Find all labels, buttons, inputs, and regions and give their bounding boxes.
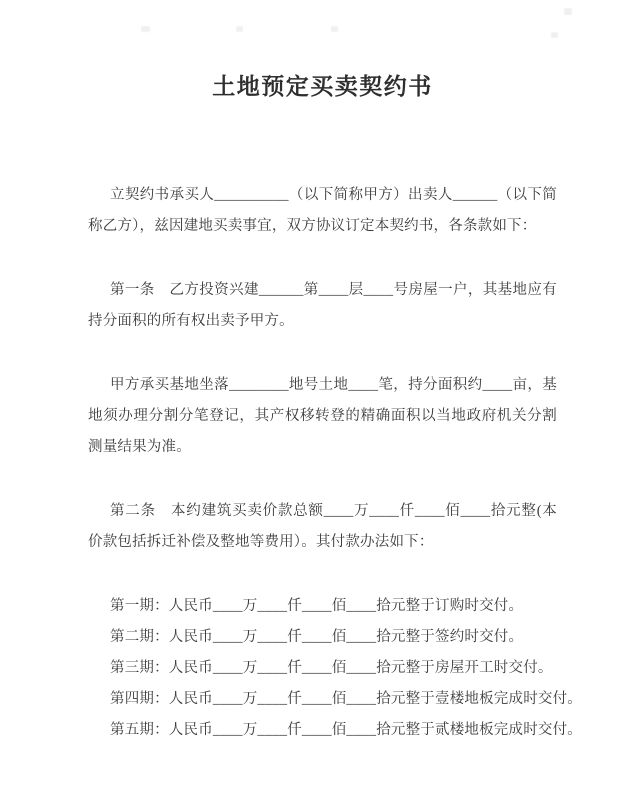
payment-term-3: 第三期：人民币____万____仟____佰____拾元整于房屋开工时交付。: [110, 660, 553, 676]
scan-artifact: [551, 32, 558, 38]
payment-schedule: [88, 591, 582, 746]
payment-term-5: 第五期：人民币____万____仟____佰____拾元整于贰楼地板完成时交付。: [110, 722, 582, 738]
scan-artifact: [331, 26, 338, 32]
document-title: 土地预定买卖契约书: [212, 74, 433, 99]
payment-term-1: 第一期：人民币____万____仟____佰____拾元整于订购时交付。: [110, 598, 524, 614]
scan-artifact: [141, 26, 150, 32]
scan-artifact: [236, 26, 243, 32]
payment-term-4: 第四期：人民币____万____仟____佰____拾元整于壹楼地板完成时交付。: [110, 691, 582, 707]
scan-artifact: [564, 8, 572, 15]
clause-1-paragraph: 第一条 乙方投资兴建______第____层____号房屋一户，其基地应有持分面积的所有权出卖予甲方。: [88, 282, 557, 329]
payment-term-2: 第二期：人民币____万____仟____佰____拾元整于签约时交付。: [110, 629, 524, 645]
clause-2-paragraph: 第二条 本约建筑买卖价款总额____万____仟____佰____拾元整(本价款包括拆迁补偿及整地等费用）。其付款办法如下：: [88, 503, 557, 550]
clause-1-continuation-paragraph: 甲方承买基地坐落________地号土地____笔，持分面积约____亩，基地须办理分割分笔登记，其产权移转登的精确面积以当地政府机关分割测量结果为准。: [88, 377, 557, 455]
intro-paragraph: 立契约书承买人__________（以下简称甲方）出卖人______（以下简称乙方），兹因建地买卖事宜，双方协议订定本契约书，各条款如下：: [88, 187, 557, 234]
